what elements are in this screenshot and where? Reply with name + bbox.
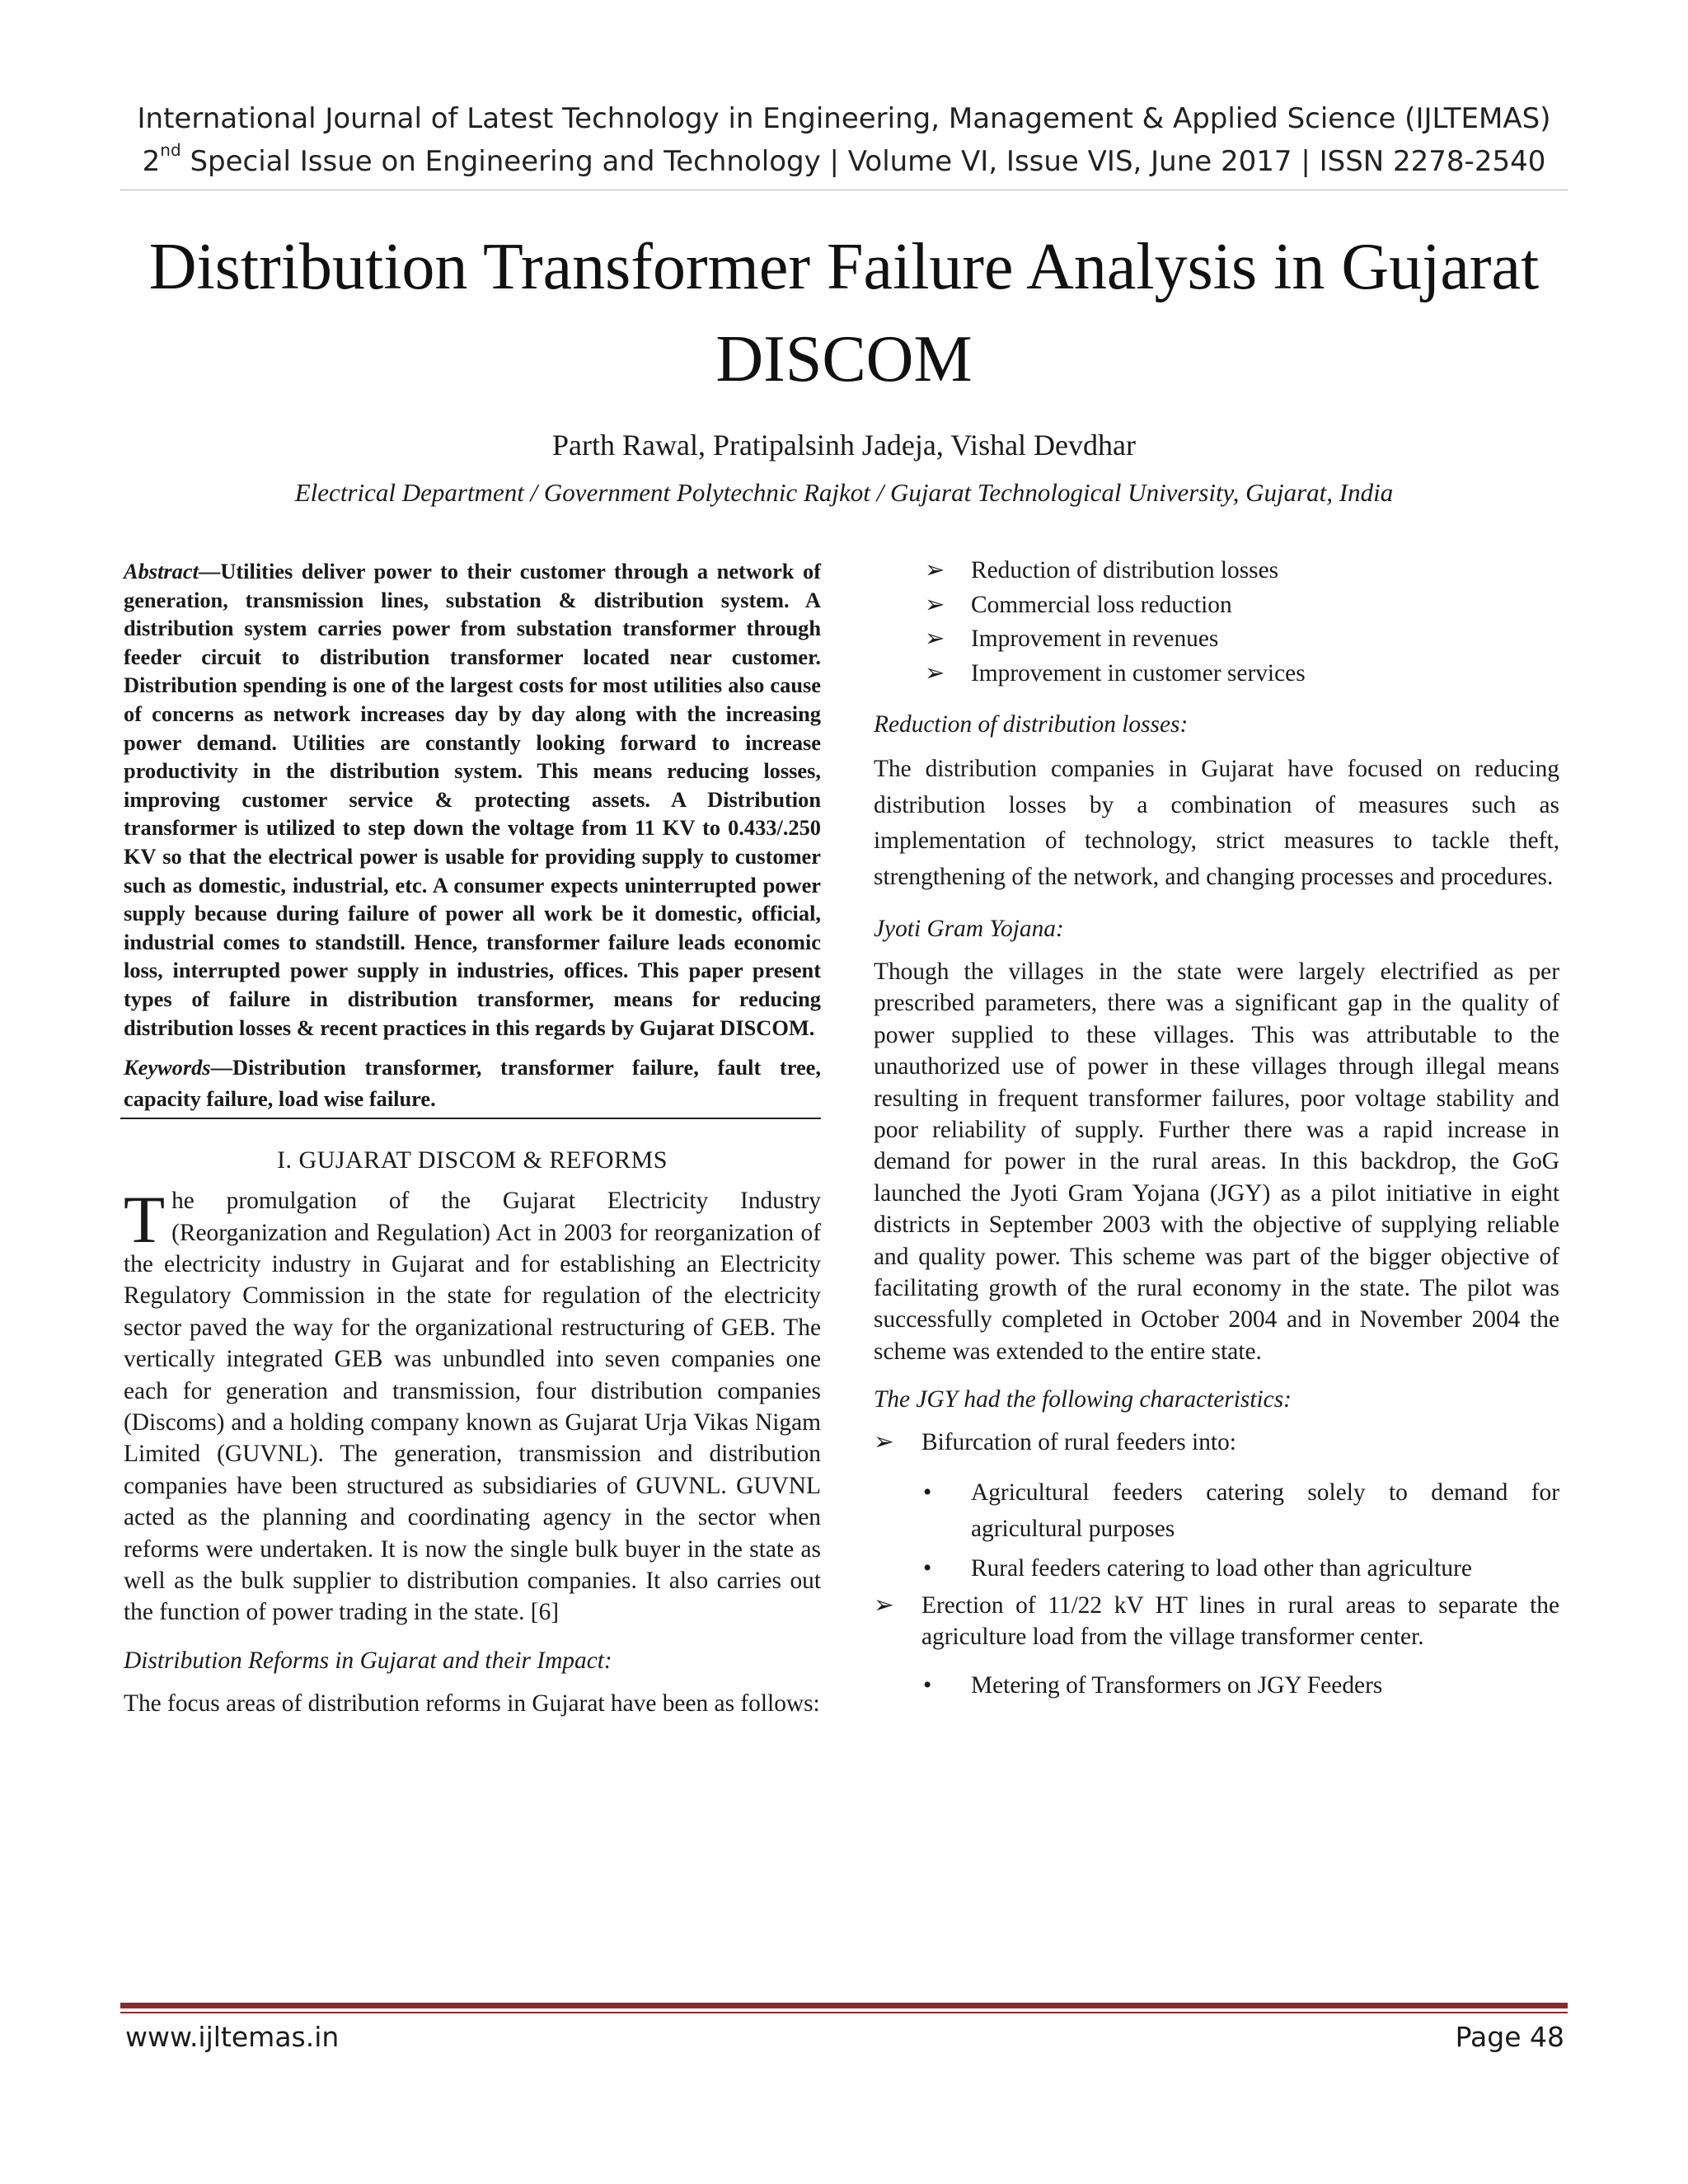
footer-page-number: Page 48 — [1455, 2021, 1564, 2053]
subsection-heading: Distribution Reforms in Gujarat and their Impact: — [124, 1647, 612, 1674]
subsection-heading-losses: Reduction of distribution losses: — [874, 711, 1189, 738]
journal-name: International Journal of Latest Technology in Engineering, Management & Applied Science (IJLTEMAS) — [137, 102, 1551, 135]
keywords — [124, 1052, 821, 1114]
arrow-bullet-icon: ➢ — [874, 1592, 894, 1619]
keywords-lead: Keywords — [124, 1055, 211, 1080]
feeder-type-list — [874, 1474, 1559, 1586]
paper-affiliation: Electrical Department / Government Polytechnic Rajkot / Gujarat Technological University, Gujarat, India — [294, 478, 1394, 507]
focus-area-list — [874, 554, 1559, 691]
abstract-lead: Abstract — [124, 559, 199, 583]
bullet-dot-icon: • — [923, 1672, 932, 1699]
arrow-bullet-icon: ➢ — [874, 1429, 894, 1456]
paper-title: Distribution Transformer Failure Analysis in Gujarat DISCOM — [148, 231, 1540, 396]
focus-intro: The focus areas of distribution reforms in Gujarat have been as follows: — [124, 1690, 820, 1717]
section-divider — [120, 1118, 821, 1119]
section-paragraph-text: he promulgation of the Gujarat Electricity Industry (Reorganization and Regulation) Act in 2003 for reorganization of the electricity industry in Gujarat and for establishing an Electricity Regulatory Commission in the state for regulation of the electricity sector paved the way for the organizational restructuring of GEB. The vertically integrated GEB was unbundled into seven companies one each for generation and transmission, four distribution companies (Discoms) and a holding company known as Gujarat Urja Vikas Nigam Limited (GUVNL). The generation, transmission and distribution companies have been structured as subsidiaries of GUVNL. GUVNL acted as the planning and coordinating agency in the sector when reforms were undertaken. It is now the single bulk buyer in the state as well as the bulk supplier to distribution companies. It also carries out the function of power trading in the state. [6] — [124, 1188, 821, 1626]
right-column — [874, 557, 1559, 1707]
erection-item: ➢ Erection of 11/22 kV HT lines in rural areas to separate the agriculture load from the village transformer center. — [874, 1590, 1559, 1652]
footer-rule-thin — [120, 2012, 1568, 2013]
list-item: • Rural feeders catering to load other than agriculture — [874, 1550, 1559, 1586]
footer-website: www.ijltemas.in — [125, 2021, 340, 2053]
section-heading: I. GUJARAT DISCOM & REFORMS — [277, 1146, 668, 1174]
jgy-paragraph: Though the villages in the state were largely electrified as per prescribed parameters, there was a significant gap in the quality of power supplied to these villages. This was attributable to the unauthorized use of power in these villages through illegal means resulting in frequent transformer failures, poor voltage stability and poor reliability of supply. Further there was a rapid increase in demand for power in the rural areas. In this backdrop, the GoG launched the Jyoti Gram Yojana (JGY) as a pilot initiative in eight districts in September 2003 with the objective of supplying reliable and quality power. This scheme was part of the bigger objective of facilitating growth of the rural economy in the state. The pilot was successfully completed in October 2004 and in November 2004 the scheme was extended to the entire state. — [874, 958, 1559, 1365]
list-item: ➢ Improvement in customer services — [874, 657, 1559, 691]
drop-cap: T — [124, 1182, 166, 1258]
abstract — [124, 557, 821, 1042]
list-item: • Metering of Transformers on JGY Feeders — [874, 1667, 1559, 1704]
subsection-heading-jgy: Jyoti Gram Yojana: — [874, 916, 1064, 942]
left-column — [124, 557, 821, 1719]
issue-number: 2 — [142, 145, 161, 178]
arrow-bullet-icon: ➢ — [925, 626, 945, 652]
list-item: • Agricultural feeders catering solely to demand for agricultural purposes — [874, 1474, 1559, 1547]
issue-details: Special Issue on Engineering and Technology | Volume VI, Issue VIS, June 2017 | ISSN 2278-2540 — [181, 145, 1546, 178]
losses-paragraph: The distribution companies in Gujarat have focused on reducing distribution losses by a combination of measures such as implementation of technology, strict measures to tackle theft, strengthening of the network, and changing processes and procedures. — [874, 756, 1559, 890]
abstract-text: —Utilities deliver power to their customer through a network of generation, transmission lines, substation & distribution system. A distribution system carries power from substation transformer through feeder circuit to distribution transformer located near customer. Distribution spending is one of the largest costs for most utilities also cause of concerns as network increases day by day along with the increasing power demand. Utilities are constantly looking forward to increase productivity in the distribution system. This means reducing losses, improving customer service & protecting assets. A Distribution transformer is utilized to step down the voltage from 11 KV to 0.433/.250 KV so that the electrical power is usable for providing supply to customer such as domestic, industrial, etc. A consumer expects uninterrupted power supply because during failure of power all work be it domestic, official, industrial comes to standstill. Hence, transformer failure leads economic loss, interrupted power supply in industries, offices. This paper present types of failure in distribution transformer, means for reducing distribution losses & recent practices in this regards by Gujarat DISCOM. — [124, 559, 821, 1040]
list-item: ➢ Improvement in revenues — [874, 622, 1559, 657]
arrow-bullet-icon: ➢ — [925, 591, 945, 618]
keywords-text: —Distribution transformer, transformer failure, fault tree, capacity failure, load wise failure. — [124, 1055, 821, 1112]
bullet-dot-icon: • — [923, 1479, 932, 1507]
metering-list — [874, 1667, 1559, 1704]
arrow-bullet-icon: ➢ — [925, 659, 945, 687]
list-item: ➢ Commercial loss reduction — [874, 588, 1559, 623]
bifurcation-item: ➢ Bifurcation of rural feeders into: — [874, 1427, 1559, 1458]
paper-authors: Parth Rawal, Pratipalsinh Jadeja, Vishal Devdhar — [551, 429, 1136, 462]
footer-rule-thick — [120, 2003, 1568, 2008]
issue-ordinal-suffix: nd — [160, 139, 181, 160]
list-item: ➢ Reduction of distribution losses — [874, 554, 1559, 588]
section-paragraph — [124, 1182, 821, 1629]
arrow-bullet-icon: ➢ — [925, 557, 945, 583]
issue-line — [0, 140, 1688, 183]
subsection-heading-characteristics: The JGY had the following characteristics: — [874, 1386, 1292, 1413]
journal-header — [0, 97, 1688, 183]
bullet-dot-icon: • — [923, 1555, 932, 1582]
